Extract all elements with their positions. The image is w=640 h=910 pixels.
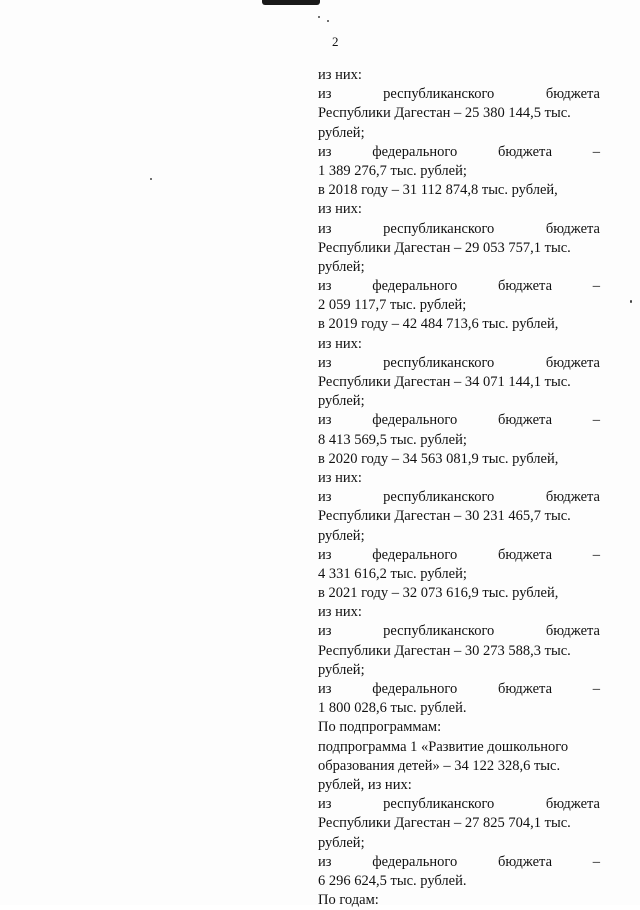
text-segment: в 2021 году – 32 073 616,9 тыс. рублей, — [318, 585, 559, 602]
text-segment: республиканского — [383, 354, 495, 371]
text-line — [318, 335, 600, 354]
text-segment: образования детей» – 34 122 328,6 тыс. — [318, 757, 561, 774]
text-segment: рублей; — [318, 393, 365, 410]
text-segment: республиканского — [383, 489, 495, 506]
text-segment: – — [592, 412, 600, 429]
text-segment: рублей; — [318, 661, 365, 678]
text-line — [318, 162, 600, 181]
text-segment: Республики Дагестан – 29 053 757,1 тыс. — [318, 239, 571, 256]
text-line — [318, 738, 600, 757]
text-segment: – — [592, 143, 600, 160]
text-segment: По подпрограммам: — [318, 719, 442, 736]
text-segment: из них: — [318, 67, 362, 83]
text-segment: федерального — [372, 546, 458, 563]
text-line — [318, 527, 600, 546]
text-line — [318, 488, 600, 507]
text-segment: 4 331 616,2 тыс. рублей; — [318, 565, 467, 582]
text-line — [318, 603, 600, 622]
text-line — [318, 373, 600, 392]
text-line — [318, 718, 600, 737]
text-segment: республиканского — [383, 220, 495, 237]
scan-artifact-mark — [262, 0, 320, 5]
text-line — [318, 85, 600, 104]
text-segment: 1 800 028,6 тыс. рублей. — [318, 700, 467, 717]
text-segment: 8 413 569,5 тыс. рублей; — [318, 431, 467, 448]
text-segment: из — [318, 143, 332, 160]
text-line — [318, 795, 600, 814]
text-line — [318, 258, 600, 277]
text-line — [318, 776, 600, 795]
text-segment: республиканского — [383, 86, 495, 103]
text-segment: бюджета — [497, 681, 553, 697]
text-segment: из них: — [318, 469, 362, 486]
text-segment: бюджета — [497, 853, 553, 870]
scan-speck — [318, 16, 320, 18]
text-segment: из них: — [318, 604, 362, 621]
text-line — [318, 239, 600, 258]
text-line — [318, 354, 600, 373]
text-segment: федерального — [372, 278, 458, 295]
text-line — [318, 431, 600, 450]
text-line — [318, 220, 600, 239]
text-segment: подпрограмма 1 «Развитие дошкольного — [318, 738, 569, 755]
text-segment: бюджета — [497, 278, 553, 295]
text-line — [318, 469, 600, 488]
text-segment: из — [318, 853, 332, 870]
text-segment: в 2018 году – 31 112 874,8 тыс. рублей, — [318, 182, 558, 199]
text-line — [318, 699, 600, 718]
text-segment: бюджета — [545, 623, 600, 640]
text-segment: 6 296 624,5 тыс. рублей. — [318, 872, 467, 889]
text-segment: в 2019 году – 42 484 713,6 тыс. рублей, — [318, 316, 559, 333]
text-line — [318, 104, 600, 123]
text-segment: из — [318, 86, 332, 103]
text-line — [318, 66, 600, 85]
text-segment: 2 059 117,7 тыс. рублей; — [318, 297, 467, 314]
text-segment: Республики Дагестан – 30 231 465,7 тыс. — [318, 508, 571, 525]
text-line — [318, 315, 600, 334]
text-segment: – — [592, 546, 600, 563]
text-segment: из — [318, 546, 332, 563]
text-segment: из — [318, 354, 332, 371]
text-segment: Республики Дагестан – 30 273 588,3 тыс. — [318, 642, 571, 659]
budget-text-block — [318, 66, 600, 910]
text-segment: из них: — [318, 201, 362, 218]
text-line — [318, 181, 600, 200]
text-line — [318, 834, 600, 853]
text-segment: рублей; — [318, 258, 365, 275]
text-segment: из — [318, 681, 332, 697]
text-segment: из — [318, 796, 332, 813]
scan-speck — [327, 20, 329, 22]
text-segment: бюджета — [545, 86, 600, 103]
text-line — [318, 872, 600, 891]
text-line — [318, 757, 600, 776]
text-line — [318, 392, 600, 411]
text-line — [318, 622, 600, 641]
text-line — [318, 411, 600, 430]
text-segment: федерального — [372, 853, 458, 870]
text-segment: Республики Дагестан – 27 825 704,1 тыс. — [318, 815, 571, 832]
text-line — [318, 450, 600, 469]
text-segment: из — [318, 489, 332, 506]
text-segment: рублей, из них: — [318, 776, 412, 793]
text-segment: По годам: — [318, 892, 379, 909]
text-segment: бюджета — [545, 489, 600, 506]
text-segment: рублей; — [318, 527, 365, 544]
text-segment: из — [318, 220, 332, 237]
text-line — [318, 507, 600, 526]
text-line — [318, 661, 600, 680]
text-segment: бюджета — [545, 220, 600, 237]
text-segment: федерального — [372, 143, 458, 160]
text-segment: федерального — [372, 681, 458, 697]
text-segment: бюджета — [497, 143, 553, 160]
text-segment: бюджета — [545, 354, 600, 371]
text-segment: рублей; — [318, 124, 365, 141]
text-segment: республиканского — [383, 796, 495, 813]
text-line — [318, 143, 600, 162]
text-line — [318, 642, 600, 661]
page-number: 2 — [332, 34, 339, 49]
scan-speck — [150, 178, 152, 180]
text-segment: в 2020 году – 34 563 081,9 тыс. рублей, — [318, 450, 559, 467]
text-line — [318, 200, 600, 219]
text-line — [318, 124, 600, 143]
text-line — [318, 277, 600, 296]
text-line — [318, 680, 600, 699]
text-line — [318, 853, 600, 872]
text-segment: бюджета — [497, 412, 553, 429]
text-segment: 1 389 276,7 тыс. рублей; — [318, 162, 467, 179]
text-segment: рублей; — [318, 834, 365, 851]
text-segment: республиканского — [383, 623, 495, 640]
text-line — [318, 891, 600, 910]
text-segment: бюджета — [545, 796, 600, 813]
text-line — [318, 584, 600, 603]
text-line — [318, 565, 600, 584]
scan-speck — [630, 300, 632, 303]
text-segment: Республики Дагестан – 34 071 144,1 тыс. — [318, 374, 571, 390]
text-segment: – — [592, 853, 600, 870]
text-line — [318, 296, 600, 315]
text-line — [318, 814, 600, 833]
text-line — [318, 546, 600, 565]
text-segment: Республики Дагестан – 25 380 144,5 тыс. — [318, 105, 571, 122]
text-segment: – — [592, 278, 600, 295]
text-segment: из них: — [318, 335, 362, 352]
text-segment: федерального — [372, 412, 458, 429]
text-segment: бюджета — [497, 546, 553, 563]
text-segment: – — [592, 681, 600, 697]
text-segment: из — [318, 278, 332, 295]
text-segment: из — [318, 623, 332, 640]
text-segment: из — [318, 412, 332, 429]
